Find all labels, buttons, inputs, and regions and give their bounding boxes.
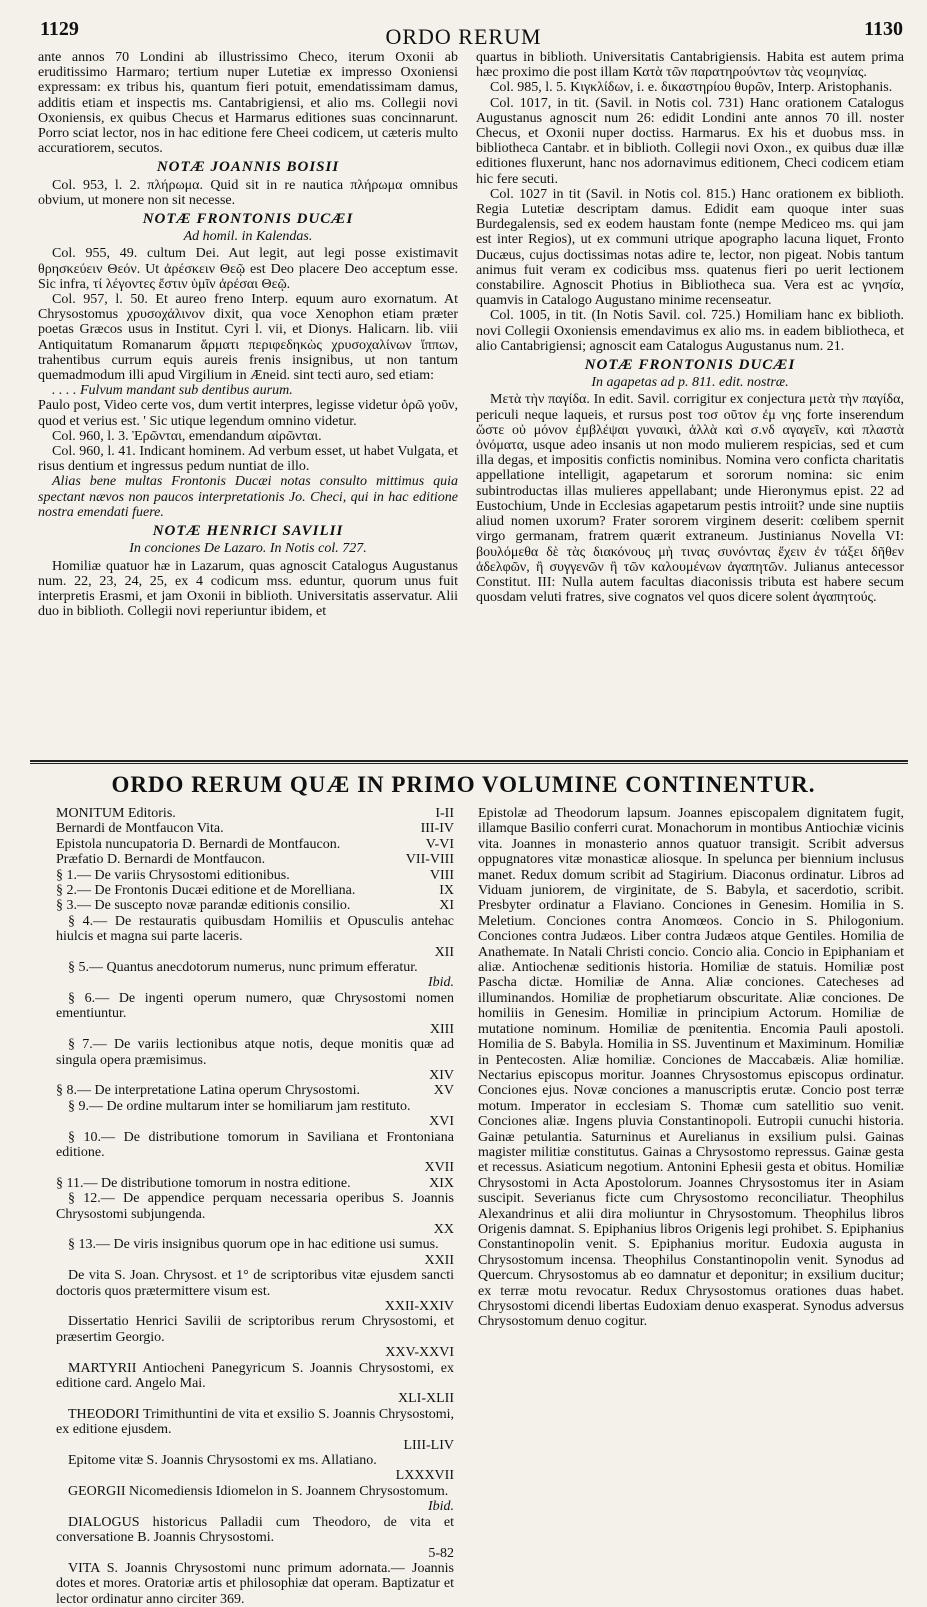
section-subheading: In agapetas ad p. 811. edit. nostræ. bbox=[591, 375, 789, 391]
paragraph: Col. 960, l. 41. Indicant hominem. Ad verbum esset, ut habet Vulgata, et risus dentium et ingressus pedum nuntiat de illo. bbox=[38, 444, 458, 475]
toc-title: ORDO RERUM QUÆ IN PRIMO VOLUMINE CONTINENTUR. bbox=[111, 772, 816, 797]
page-header bbox=[0, 0, 927, 49]
right-column bbox=[476, 50, 904, 752]
paragraph: Μετὰ τὴν παγίδα. In edit. Savil. corrigitur ex conjectura μετὰ τὴν παγίδα, periculi neque laqueis, et rursus post τοσ οῦτον ἐμ νης forte inserendum ὥστε οὐ μόνον ἐμβλέψαι γυναικὶ, ἀλλὰ καὶ σ.νδ αγαγεῖν, καὶ πλαστὰ ὀνόματα, usque adeo insanis ut non modo mulierem respicias, sed et cum illa degas, et impositis confictis nominibus. Nomina vero conficta charitatis appellatione intelligit, agapetarum et sororum nomina: sic enim subintroductas illas mulieres appellabant; unde Hieronymus epist. 22 ad Eustochium, Unde in Ecclesias agapetarum pestis introiit? unde sine nuptiis aliud nomen uxorum? Frater sororem virginem deserit: cœlibem spernit virgo germanam, fratrem quærit extraneum. Justinianus Novella VI: βουλόμεθα δὲ τὰς διακόνους μὴ τινας συνόντας ἔχειν ἐν τάξει δῆθεν ἀδελφῶν, ἢ συγγενῶν ἢ τῶν καλουμένων ἀγαπητῶν. Julianus antecessor Constitut. III: Nulla autem facultas diaconissis tributa est habere secum quosdam veluti fratres, sive cognatos vel quos dicere solent ἀγαπητούς. bbox=[476, 392, 904, 606]
toc-entry: MARTYRII Antiocheni Panegyricum S. Joannis Chrysostomi, ex editione card. Angelo Mai. XLI-XLII bbox=[56, 1360, 454, 1407]
toc-entry: Præfatio D. Bernardi de Montfaucon. VII-VIII bbox=[56, 852, 454, 868]
section-heading: NOTÆ HENRICI SAVILII bbox=[152, 523, 344, 540]
toc-entry: GEORGII Nicomediensis Idiomelon in S. Joannem Chrysostomum. Ibid. bbox=[68, 1483, 454, 1515]
summary-text: Epistolæ ad Theodorum lapsum. Joannes episcopalem dignitatem fugit, illamque Basilio conferri curat. Monachorum in montibus Antiochiæ vicinis vita. Joannes in monasterio annos quatuor transigit. Scribit adversus oppugnatores vitæ monasticæ aliosque. In spelunca per biennium inclusus manet. Redux domum scribit ad Stagirium. Diaconus ordinatur. Libros ad Viduam juniorem, de virginitate, de S. Babyla, et sacerdotio, scribit. Presbyter ordinatur a Flaviano. Conciones in Genesim. Homilia in S. Meletium. Conciones contra Anomœos. Concio in S. Philogonium. Conciones contra Judæos. Liber contra Judæos atque Gentiles. Homilia de Anathemate. In Natali Christi concio. Concio alia. Concio in Epiphaniam et aliæ. Antiochenæ seditionis historia. Homiliæ de statuis. Homiliæ post Pascha dictæ. Homiliæ de Anna. Aliæ conciones. Catecheses ad illuminandos. Homiliæ de prophetiarum obscuritate. Aliæ conciones. De homiliis in Genesim. Homiliæ in principium Actorum. Homiliæ de mutatione nominum. Homiliæ de pœnitentia. Encomia Pauli apostoli. Homilia de S. Babyla. Homilia in SS. Juventinum et Maximinum. Homiliæ in Pentecosten. Aliæ homiliæ. Conciones de Maccabæis. Aliæ homiliæ. Nectarius episcopus moritur. Joannes Chrysostomus episcopus ordinatur. Conciones ejus. Novæ conciones a manuscriptis erutæ. Concio post terræ motum. Imperator in ecclesiam S. Thomæ cum satellitio suo venit. Conciones aliæ. Ingens pluvia Constantinopoli. Eutropii cunuchi historia. Gainæ petulantia. Saturninus et Aurelianus in exsilium pulsi. Gainas magister militiæ constitutus. Gainas a Chrysostomo repressus. Gainæ gesta et recessus. Asiaticum negotium. Antonini Ephesii gesta et obitus. Homiliæ Chrysostomi in Acta Apostolorum. Joannes Chrysostomus iter in Asiam suscipit. Severianus ficte cum Chrysostomo reconciliatur. Theophilus Alexandrinus et alii dira moliuntur in Chrysostomum. Theophilus libros Origenis damnat. S. Epiphanius libros Origenis legi prohibet. S. Epiphanius Constantinopolin venit. S. Epiphanius moritur. Eudoxia augusta in Chrysostomum incensa. Theophilus Constantinopolin venit. Synodus ad Quercum. Chrysostomus ab eo damnatur et deponitur; in exsilium ducitur; ex terræ motu revocatur. Redux Chrysostomus orationes duas habet. Chrysostomi dicendi libertas Eudoxiam denuo exasperat. Synodus adversus Chrysostomum denuo cogitur. bbox=[478, 806, 904, 1330]
toc-entry: § 1.— De variis Chrysostomi editionibus. VIII bbox=[56, 867, 454, 883]
paragraph: Col. 960, l. 3. Ἐρῶνται, emendandum αἰρῶνται. bbox=[52, 428, 322, 444]
toc-entry: De vita S. Joan. Chrysost. et 1° de scriptoribus vitæ ejusdem sancti doctoris quos prætermittere visum est. XXII-XXIV bbox=[56, 1268, 454, 1314]
toc-entry: § 10.— De distributione tomorum in Saviliana et Frontoniana editione. XVII bbox=[56, 1129, 454, 1176]
toc-entry: § 8.— De interpretatione Latina operum Chrysostomi. XV bbox=[56, 1083, 454, 1099]
toc-entry: § 5.— Quantus anecdotorum numerus, nunc primum efferatur. Ibid. bbox=[68, 960, 454, 991]
paragraph: Paulo post, Video certe vos, dum vertit interpres, legisse videtur ὁρῶ γοῦν, quod et verius est. ' Sic utique legendum omnino videtur. bbox=[38, 398, 458, 429]
toc-entry: MONITUM Editoris. I-II bbox=[56, 806, 454, 821]
page-number-right: 1130 bbox=[864, 18, 903, 40]
toc-entry: § 9.— De ordine multarum inter se homiliarum jam restituto. XVI bbox=[68, 1098, 454, 1130]
verse-quote: . . . . Fulvum mandant sub dentibus aurum. bbox=[52, 383, 293, 399]
vita-summary bbox=[478, 806, 904, 1496]
section-heading: NOTÆ FRONTONIS DUCÆI bbox=[142, 211, 354, 228]
section-heading: NOTÆ FRONTONIS DUCÆI bbox=[584, 357, 796, 374]
toc-entry: DIALOGUS historicus Palladii cum Theodoro, de vita et conversatione B. Joannis Chrysostomi. 5-82 bbox=[56, 1514, 454, 1561]
paragraph: ante annos 70 Londini ab illustrissimo Checo, iterum Oxonii ab eruditissimo Harmaro; tertium nuper Lutetiæ ex impresso Oxoniensi expressam: ex tribus his, quantum fieri potuit, emendatissimam damus, additis etiam et inspectis ms. Cantabrigiensi, et alio ms. Collegii novi Oxoniensis, ex quibus Checus et Harmarus editiones suas concinnarunt. Porro sciat lector, nos in hac editione fere Cheei codicem, ut cæteris multo accuratiorem, secutos. bbox=[38, 50, 458, 157]
toc-entry: § 13.— De viris insignibus quorum ope in hac editione usi sumus. XXII bbox=[68, 1237, 454, 1268]
table-of-contents bbox=[56, 806, 454, 1607]
paragraph: Col. 953, l. 2. πλήρωμα. Quid sit in re nautica πλήρωμα omnibus obvium, ut monere non sit necesse. bbox=[38, 177, 458, 208]
paragraph: Homiliæ quatuor hæ in Lazarum, quas agnoscit Catalogus Augustanus num. 22, 23, 24, 25, ex 4 codicum mss. eduntur, quorum unus fuit interpretis Erasmi, et jam Oxonii in biblioth. Universitatis asservatur. Alii duo in biblioth. Collegii novi reperiuntur ibidem, et bbox=[38, 558, 458, 620]
section-subheading: In conciones De Lazaro. In Notis col. 727. bbox=[129, 541, 367, 557]
toc-entry: § 7.— De variis lectionibus atque notis, deque monitis quæ ad singula opera præmisimus. XIV bbox=[56, 1037, 454, 1083]
toc-entry: VITA S. Joannis Chrysostomi nunc primum adornata.— Joannis dotes et mores. Oratoriæ artis et philosophiæ dat operam. Baptizatur et lector ordinatur anno circiter 369. bbox=[56, 1560, 454, 1607]
toc-entry: Dissertatio Henrici Savilii de scriptoribus rerum Chrysostomi, et præsertim Georgio. XXV-XXVI bbox=[56, 1314, 454, 1361]
toc-entry: § 4.— De restauratis quibusdam Homiliis et Opusculis antehac hiulcis et magna sui parte laceris. XII bbox=[56, 913, 454, 960]
paragraph: Col. 957, l. 50. Et aureo freno Interp. equum auro exornatum. At Chrysostomus χρυσοχάλινον dixit, qua voce Xenophon etiam præter poetas Græcos usus in Institut. Cyri l. vii, et Dionys. Halicarn. lib. viii Antiquitatum Romanarum ἅρματι περιφεδηκὼς χρυσοχαλίνων ἵππων, trahentibus currum equis aureis frenis insignibus, ut non tantum quemadmodum illi apud Virgilium in Æneid. sint tecti auro, sed etiam: bbox=[38, 292, 458, 384]
toc-entry: § 11.— De distributione tomorum in nostra editione. XIX bbox=[56, 1175, 454, 1191]
toc-entry: § 3.— De suscepto novæ parandæ editionis consilio. XI bbox=[56, 898, 454, 914]
toc-entry: § 2.— De Frontonis Ducæi editione et de Morelliana. IX bbox=[56, 883, 454, 899]
page-number-left: 1129 bbox=[40, 18, 79, 40]
divider bbox=[30, 760, 908, 762]
toc-entry: Epitome vitæ S. Joannis Chrysostomi ex ms. Allatiano. LXXXVII bbox=[68, 1453, 454, 1484]
section-subheading: Ad homil. in Kalendas. bbox=[183, 229, 313, 245]
paragraph: Col. 985, l. 5. Κιγκλίδων, i. e. δικαστηρίου θυρῶν, Interp. Aristophanis. bbox=[490, 80, 893, 96]
toc-entry: Epistola nuncupatoria D. Bernardi de Montfaucon. V-VI bbox=[56, 836, 454, 852]
section-heading: NOTÆ JOANNIS BOISII bbox=[156, 159, 340, 176]
toc-entry: § 6.— De ingenti operum numero, quæ Chrysostomi nomen ementiuntur. XIII bbox=[56, 990, 454, 1037]
paragraph: Col. 1005, in tit. (In Notis Savil. col. 725.) Homiliam hanc ex biblioth. novi Collegii Oxoniensis emendavimus ex alio ms. in eadem bibliotheca, et alio Cantabrigiensi; agnoscit eam Catalogus Augustanus num. 21. bbox=[476, 308, 904, 354]
toc-entry: THEODORI Trimithuntini de vita et exsilio S. Joannis Chrysostomi, ex editione ejusdem. LIII-LIV bbox=[56, 1406, 454, 1453]
paragraph: quartus in biblioth. Universitatis Cantabrigiensis. Habita est autem prima hæc proximo die post illam Κατὰ τῶν παρατηρούντων τὰς νεομηνίας. bbox=[476, 50, 904, 81]
paragraph: Col. 1017, in tit. (Savil. in Notis col. 731) Hanc orationem Catalogus Augustanus agnoscit num 26: edidit Londini ante annos 70 ill. noster Checus, et Oxonii nuper doctiss. Harmarus. Ex his et duobus mss. in bibliotheca Cantabr. et in biblioth. Collegii novi Oxon., ex quibus duæ illæ editiones fluxerunt, hanc nos adornavimus editionem, Checi codicem etiam hic fere secuti. bbox=[476, 95, 904, 187]
toc-entry: § 12.— De appendice perquam necessaria operibus S. Joannis Chrysostomi subjungenda. XX bbox=[56, 1191, 454, 1237]
paragraph: Col. 955, 49. cultum Dei. Aut legit, aut legi posse existimavit θρησκεύειν Θεόν. Ut ἀρέσκειν Θεῷ est Deo placere Deo acceptum esse. Sic infra, τί λέγοντες ἔστιν ὑμῖν ἀρέσαι Θεῷ. bbox=[38, 246, 458, 292]
paragraph: Alias bene multas Frontonis Ducæi notas consulto mittimus quia spectant nævos non paucos interpretationis Jo. Checi, qui in hac editione nostra emendati fuere. bbox=[38, 474, 458, 520]
toc-entry: Bernardi de Montfaucon Vita. III-IV bbox=[56, 821, 454, 837]
left-column bbox=[38, 50, 458, 752]
paragraph: Col. 1027 in tit (Savil. in Notis col. 815.) Hanc orationem ex biblioth. Regia Lutetiæ descriptam damus. Edidit eam quoque inter suas Burdegalensis, sed ex eodem haustam fonte (nempe Mediceo ms. qui jam est inter Regios), ut ex communi utrique apographo lacuna liquet, Fronto Ducæus, cujus doctissimas notas adire te, lector, non pigeat. Nobis tantum animus fuit veram ex codicibus mss. quatenus fieri po uerit lectionem constabilire. Agnoscit Photius in Bibliotheca sua. Vera est ac γνησία, quamvis in Catalogo Augustano minime recenseatur. bbox=[476, 186, 904, 309]
divider bbox=[30, 763, 908, 764]
running-title: ORDO RERUM bbox=[385, 24, 542, 49]
